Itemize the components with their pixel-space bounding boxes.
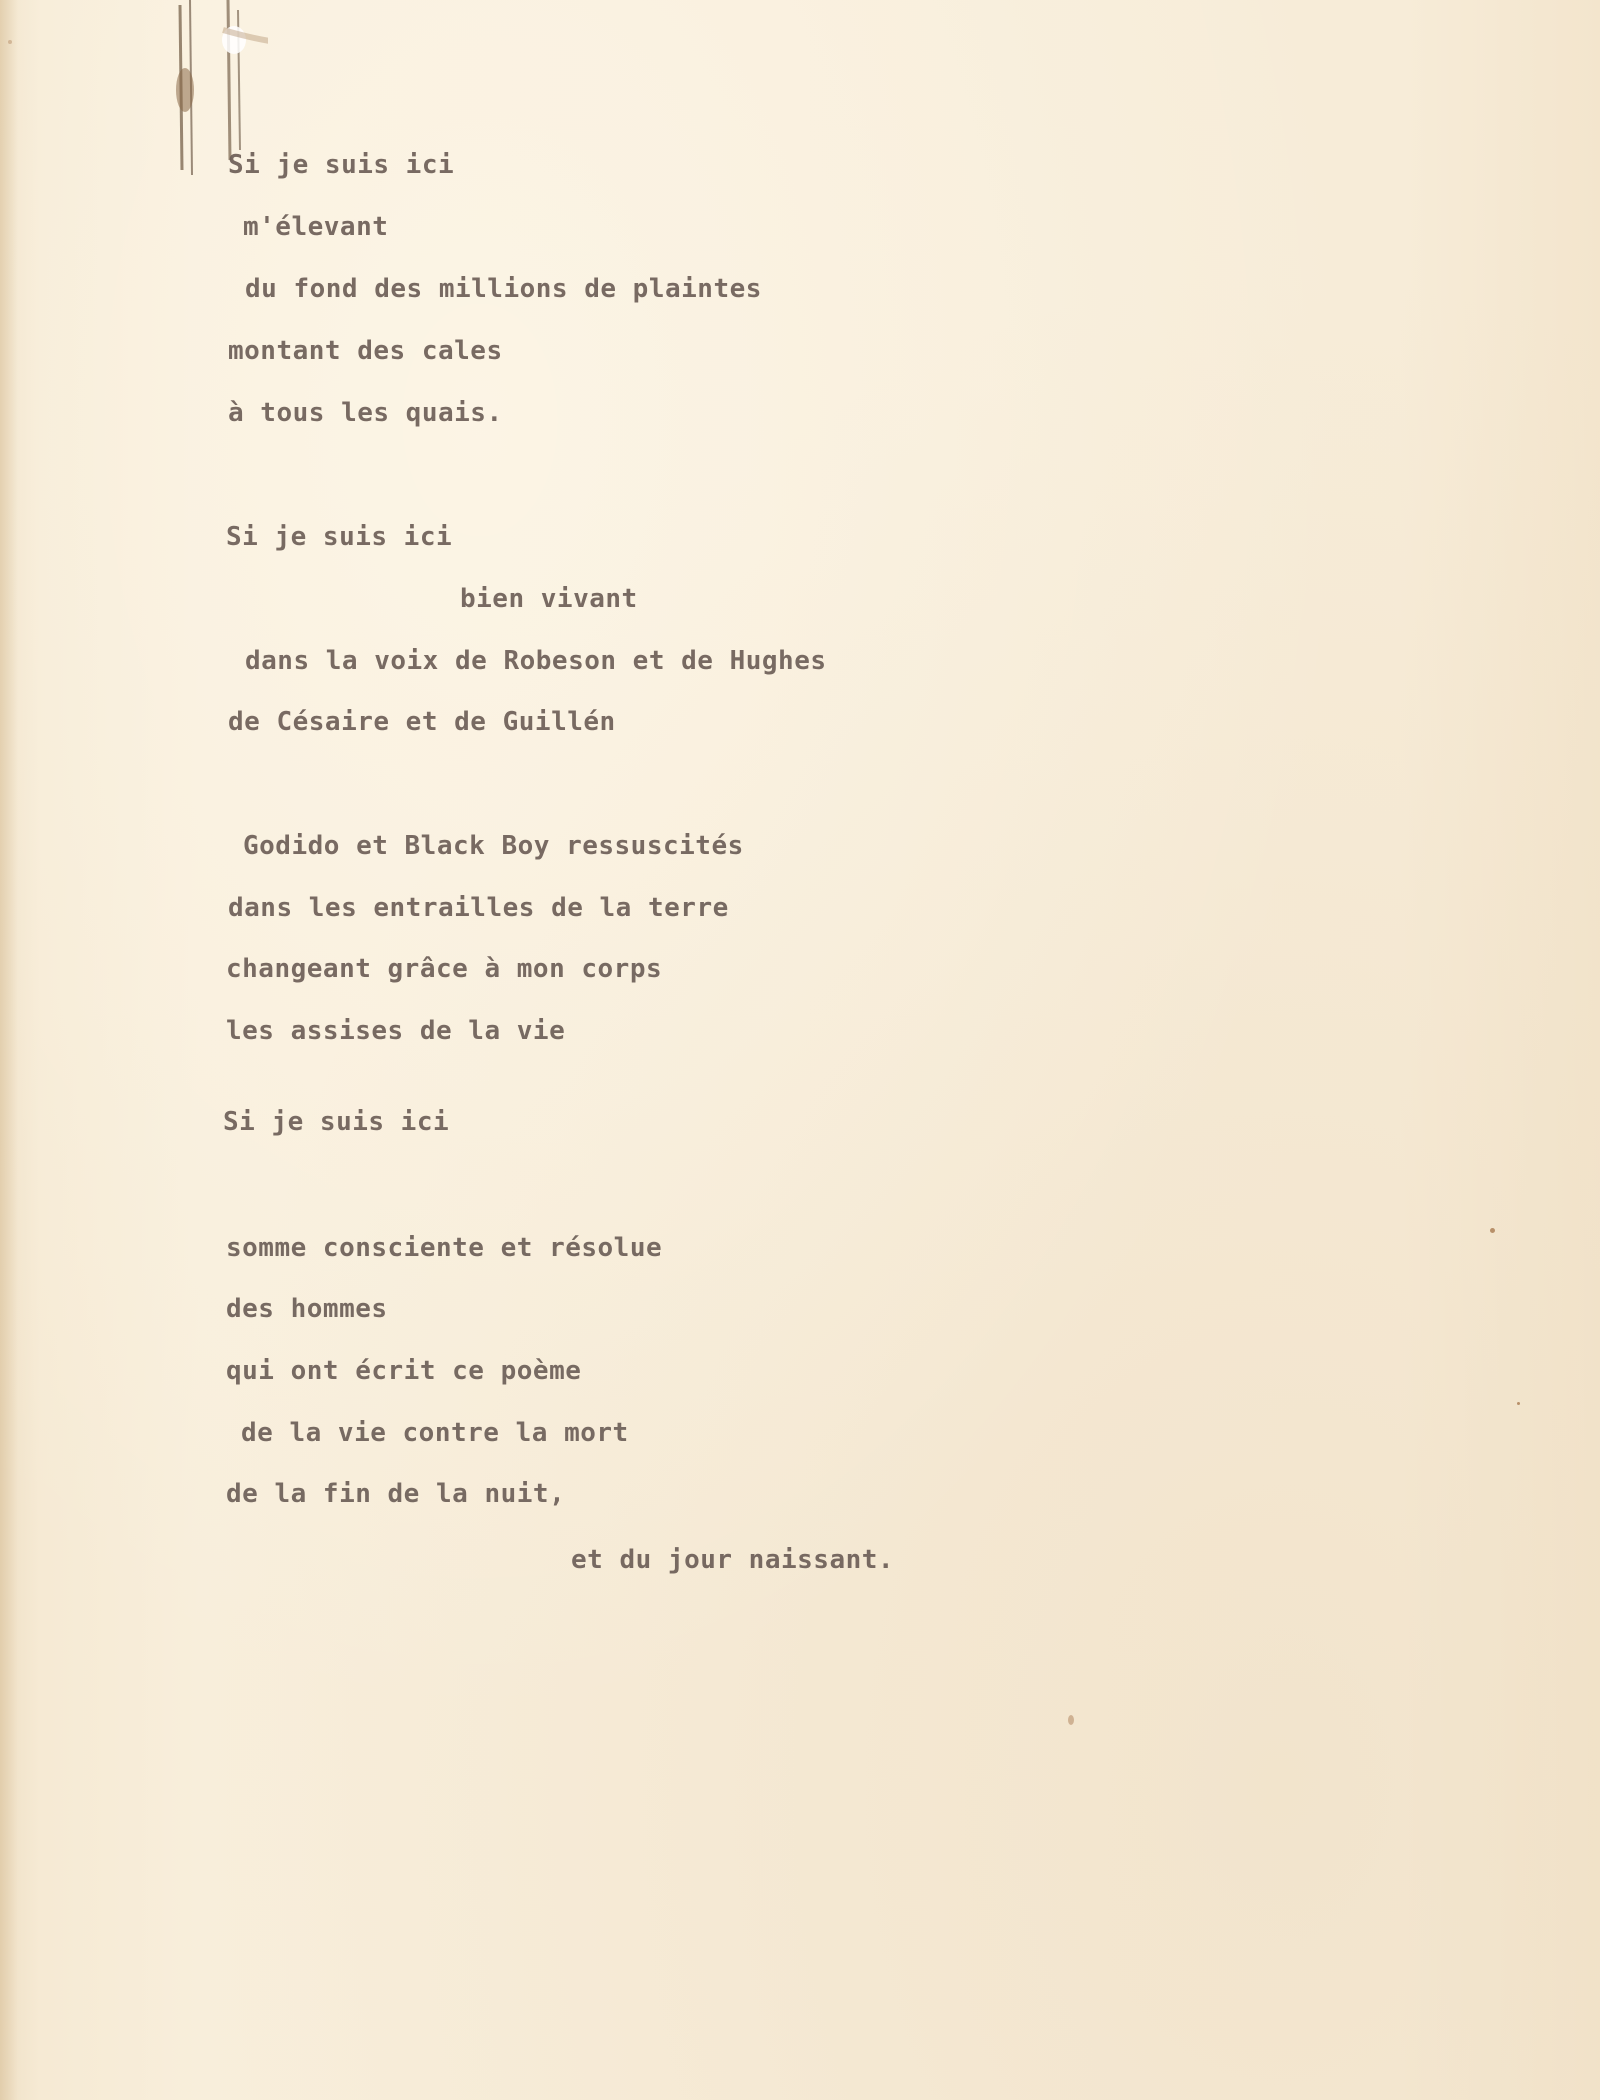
- poem-line: bien vivant: [460, 584, 638, 614]
- paper-fleck: [1490, 1228, 1495, 1233]
- paper-edge-shadow: [0, 0, 18, 2100]
- poem-line: du fond des millions de plaintes: [245, 274, 762, 304]
- poem-line: montant des cales: [228, 336, 503, 366]
- poem-line: et du jour naissant.: [571, 1545, 895, 1575]
- poem-line: Si je suis ici: [223, 1107, 450, 1137]
- poem-line: de Césaire et de Guillén: [228, 707, 616, 737]
- poem-line: changeant grâce à mon corps: [226, 954, 663, 984]
- poem-line: Godido et Black Boy ressuscités: [243, 831, 744, 861]
- poem-line: à tous les quais.: [228, 398, 503, 428]
- poem-line: dans les entrailles de la terre: [228, 893, 729, 923]
- poem-line: m'élevant: [243, 212, 389, 242]
- poem-line: des hommes: [226, 1294, 388, 1324]
- poem-line: Si je suis ici: [226, 522, 453, 552]
- poem-line: de la vie contre la mort: [241, 1418, 629, 1448]
- paper-fleck: [1517, 1402, 1520, 1405]
- poem-line: dans la voix de Robeson et de Hughes: [245, 646, 827, 676]
- poem-line: Si je suis ici: [228, 150, 455, 180]
- poem-line: somme consciente et résolue: [226, 1233, 663, 1263]
- poem-line: les assises de la vie: [226, 1016, 566, 1046]
- poem-line: de la fin de la nuit,: [226, 1479, 566, 1509]
- paper-fleck: [8, 40, 12, 44]
- poem-line: qui ont écrit ce poème: [226, 1356, 582, 1386]
- paper-fleck: [1068, 1715, 1074, 1725]
